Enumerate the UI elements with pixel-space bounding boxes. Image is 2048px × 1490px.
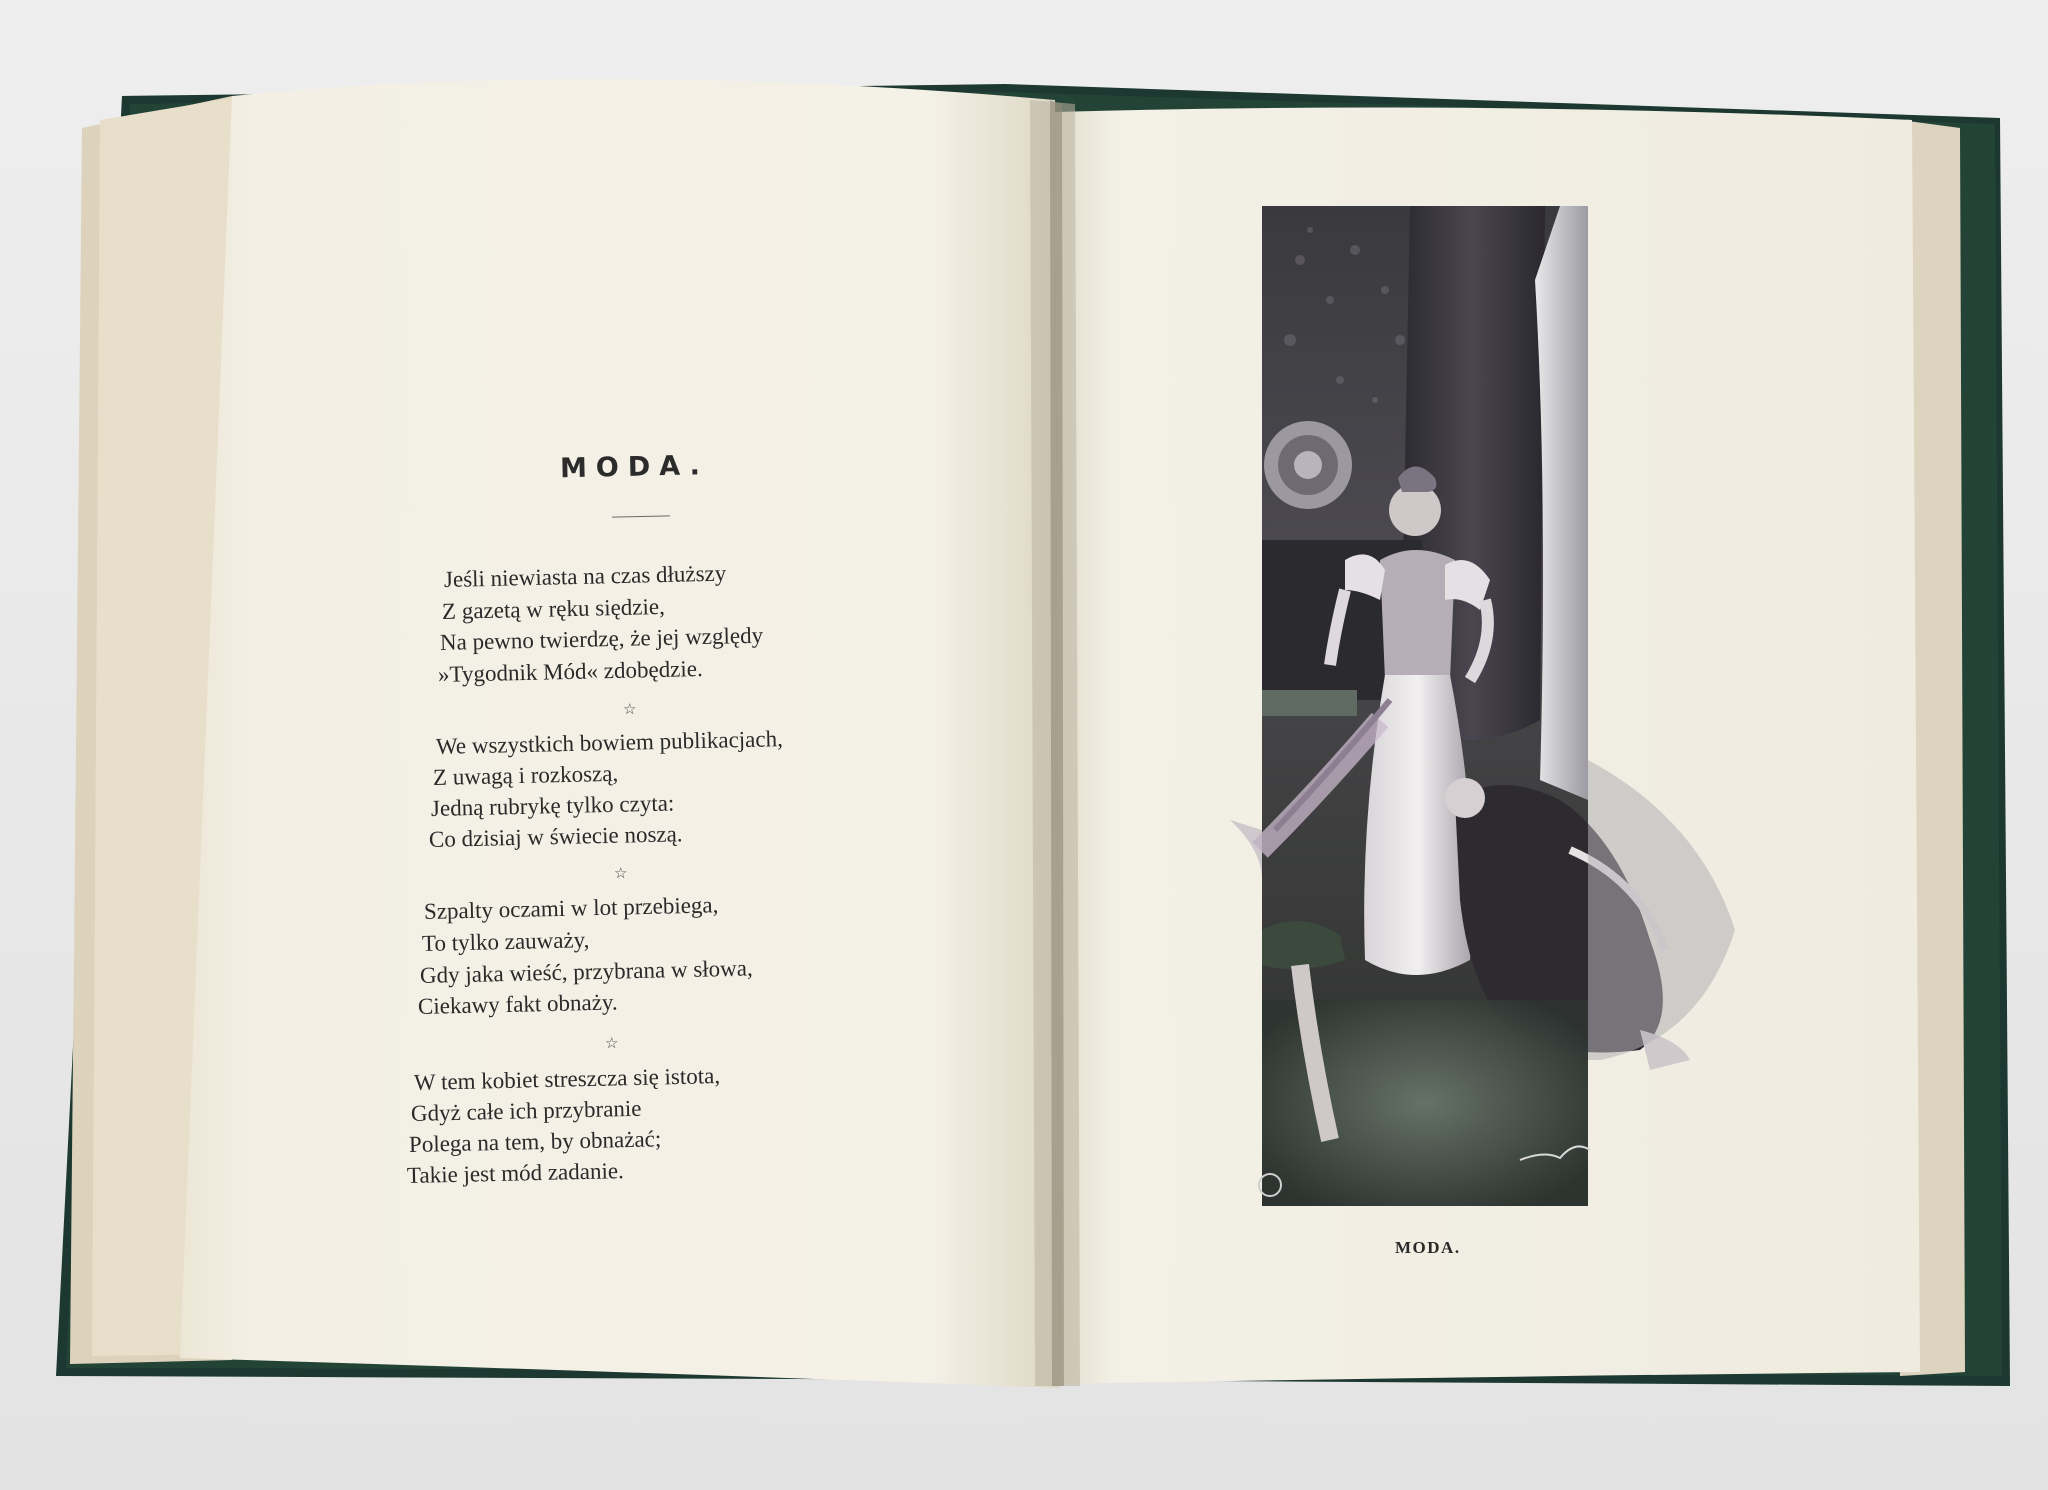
verse-line: Z gazetą w ręku siędzie, — [441, 593, 666, 624]
verse-line: Takie jest mód zadanie. — [406, 1158, 625, 1188]
stanza-separator: ☆ — [623, 702, 637, 718]
verse-line: Gdy jaka wieść, przybrana w słowa, — [419, 955, 753, 988]
verse-line: W tem kobiet streszcza się istota, — [413, 1063, 721, 1095]
verse-line: »Tygodnik Mód« zdobędzie. — [437, 655, 703, 687]
verse-line: Jeśli niewiasta na czas dłuższy — [443, 560, 727, 592]
verse-line: We wszystkich bowiem publikacjach, — [435, 726, 784, 759]
verse-line: Na pewno twierdzę, że jej względy — [439, 622, 764, 655]
verse-line: Co dzisiaj w świecie noszą. — [428, 821, 683, 852]
verse-line: Ciekawy fakt obnaży. — [417, 989, 618, 1019]
verse-line: To tylko zauważy, — [421, 927, 590, 956]
stanza-separator: ☆ — [605, 1036, 619, 1052]
illustration-caption: MODA. — [1395, 1238, 1461, 1257]
verse-line: Polega na tem, by obnażać; — [408, 1126, 662, 1157]
stanza-separator: ☆ — [614, 866, 628, 882]
verse-line: Z uwagą i rozkoszą, — [432, 760, 619, 790]
verse-line: Gdyż całe ich przybranie — [410, 1095, 642, 1126]
poem-title: MODA. — [559, 450, 710, 485]
verse-line: Szpalty oczami w lot przebiega, — [423, 892, 719, 924]
verse-line: Jedną rubrykę tylko czyta: — [430, 790, 675, 821]
